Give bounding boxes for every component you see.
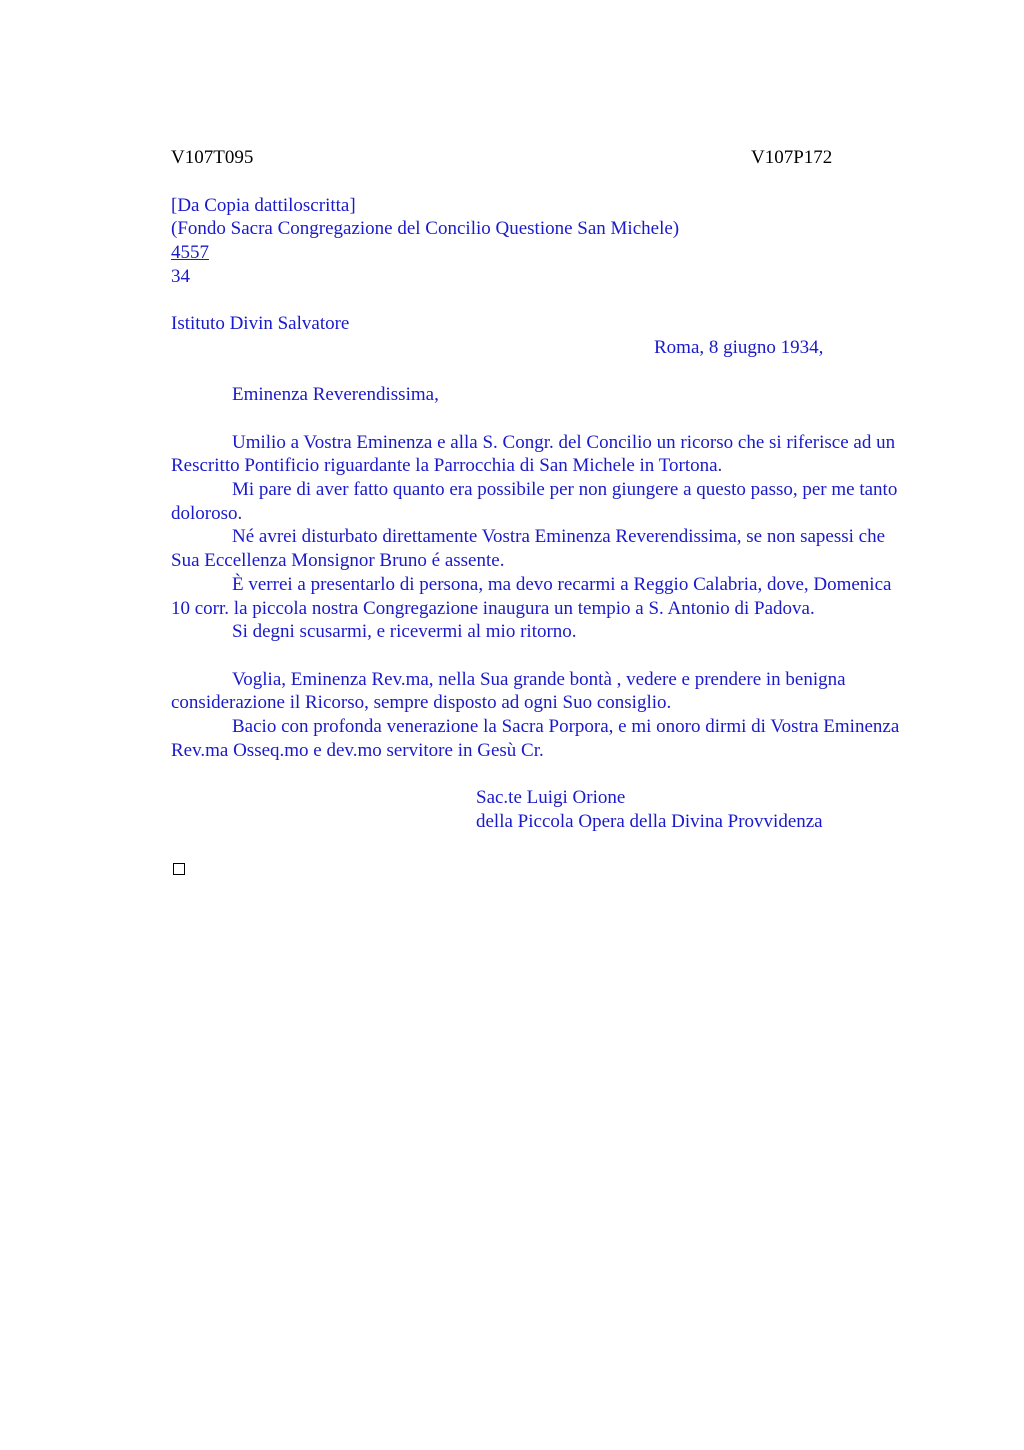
signature-name: Sac.te Luigi Orione bbox=[476, 787, 626, 809]
end-of-document-box-icon bbox=[173, 863, 185, 875]
source-note: [Da Copia dattiloscritta] bbox=[171, 194, 356, 216]
reference-code-left: V107T095 bbox=[171, 147, 254, 168]
closing-paragraph: Voglia, Eminenza Rev.ma, nella Sua grande bontà , vedere e prendere in benigna considerazione il Ricorso, sempre disposto ad ogni Suo consiglio. bbox=[171, 668, 846, 714]
body-paragraph: Né avrei disturbato direttamente Vostra Eminenza Reverendissima, se non sapessi che Sua Eccellenza Monsignor Bruno é assente. bbox=[171, 526, 886, 572]
salutation: Eminenza Reverendissima, bbox=[232, 384, 439, 406]
body-paragraph: Umilio a Vostra Eminenza e alla S. Congr. del Concilio un ricorso che si riferisce ad un Rescritto Pontificio riguardante la Parrocchia di San Michele in Tortona. bbox=[171, 431, 896, 477]
archive-fund: (Fondo Sacra Congregazione del Concilio Questione San Michele) bbox=[171, 218, 680, 240]
body-paragraph: Si degni scusarmi, e ricevermi al mio ritorno. bbox=[232, 621, 577, 643]
reference-code-right: V107P172 bbox=[751, 147, 833, 168]
letter-date: Roma, 8 giugno 1934, bbox=[654, 336, 824, 358]
protocol-subnumber: 34 bbox=[171, 265, 190, 287]
body-paragraph: È verrei a presentarlo di persona, ma devo recarmi a Reggio Calabria, dove, Domenica 10 corr. la piccola nostra Congregazione inaugura un tempio a S. Antonio di Padova. bbox=[171, 573, 892, 619]
sender-institution: Istituto Divin Salvatore bbox=[171, 313, 350, 335]
letter-page bbox=[171, 146, 913, 834]
signature-title: della Piccola Opera della Divina Provvidenza bbox=[476, 810, 823, 832]
reference-header bbox=[171, 146, 913, 170]
closing-paragraph: Bacio con profonda venerazione la Sacra Porpora, e mi onoro dirmi di Vostra Eminenza Rev.ma Osseq.mo e dev.mo servitore in Gesù Cr. bbox=[171, 716, 900, 761]
protocol-number: 4557 bbox=[171, 242, 209, 264]
body-paragraph: Mi pare di aver fatto quanto era possibile per non giungere a questo passo, per me tanto doloroso. bbox=[171, 479, 898, 524]
